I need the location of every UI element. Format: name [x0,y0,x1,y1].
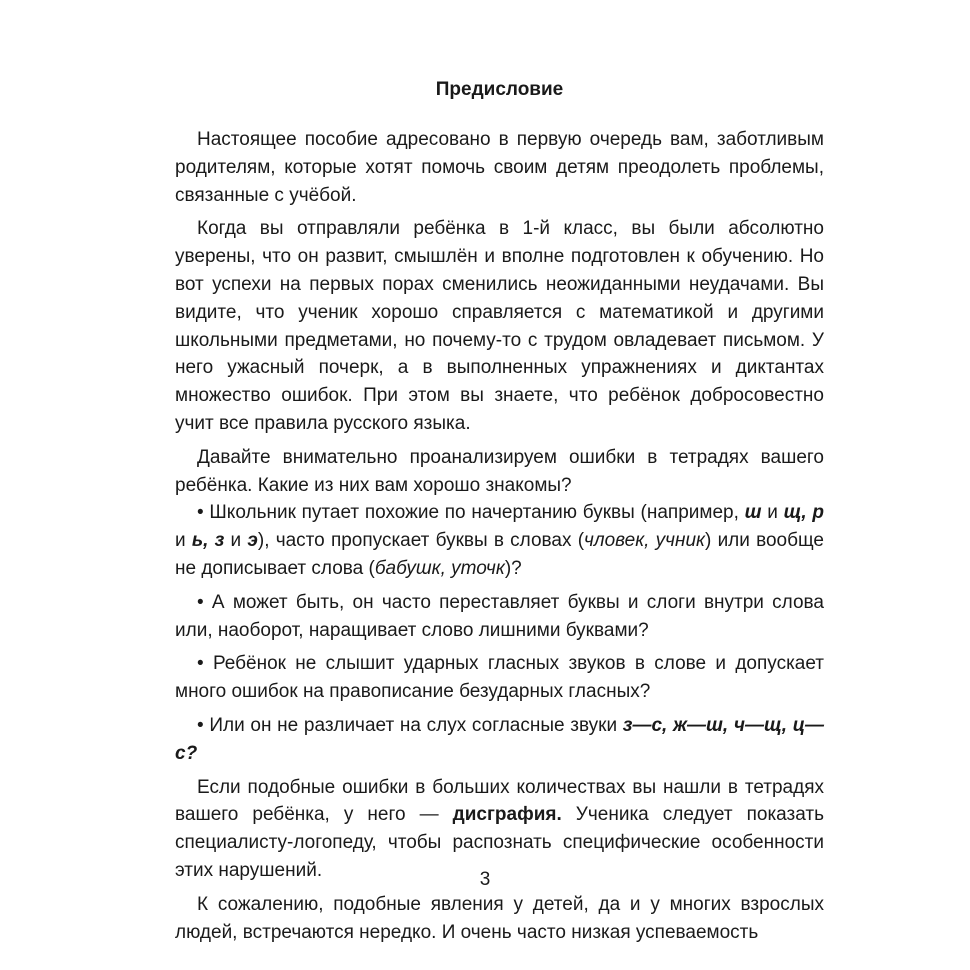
page-number: 3 [479,869,491,890]
bullet-letter-swapping: • А может быть, он часто переставляет буквы и слоги внутри слова или, наоборот, наращивает слово лишними буквами? [175,591,824,641]
term-dysgraphia: дисграфия. [452,804,562,826]
paragraph-school-start: Когда вы отправляли ребёнка в 1-й класс, вы были абсолютно уверены, что он развит, смышлён и вполне подготовлен к обучению. Но вот успехи на первых порах сменились неожиданными неудачами. Вы видите, что ученик хорошо справляется с математикой и другими школьными предметами, но почему-то с трудом овладевает письмом. У него ужасный почерк, а в выполненных упражнениях и диктантах множество ошибок. При этом вы знаете, что ребёнок добросовестно учит все правила русского языка. [175,218,824,434]
paragraph-regret: К сожалению, подобные явления у детей, да и у многих взрослых людей, встречаются нередко. И очень часто низкая успеваемость [175,893,824,943]
page-title: Предисловие [435,79,564,100]
paragraph-analyze: Давайте внимательно проанализируем ошибки в тетрадях вашего ребёнка. Какие из них вам хорошо знакомы? [175,446,824,496]
paragraph-dysgraphia: Если подобные ошибки в больших количествах вы нашли в тетрадях вашего ребёнка, у него — дисграфия. Ученика следует показать специалисту-логопеду, чтобы распознать специфические особенности этих нарушений. [175,776,824,881]
paragraph-intro: Настоящее пособие адресовано в первую очередь вам, заботливым родителям, которые хотят помочь своим детям преодолеть проблемы, связанные с учёбой. [175,129,824,206]
bullet-consonants: • Или он не различает на слух согласные звуки з—с, ж—ш, ч—щ, ц—с? [175,714,825,764]
bullet-letter-confusion: • Школьник путает похожие по начертанию буквы (например, ш и щ, р и ь, з и э), часто пропускает буквы в словах (чловек, учник) или вообще не дописывает слова (бабушк, уточк)? [175,502,824,579]
bullet-vowels: • Ребёнок не слышит ударных гласных звуков в слове и допускает много ошибок на правописание безударных гласных? [175,653,824,703]
